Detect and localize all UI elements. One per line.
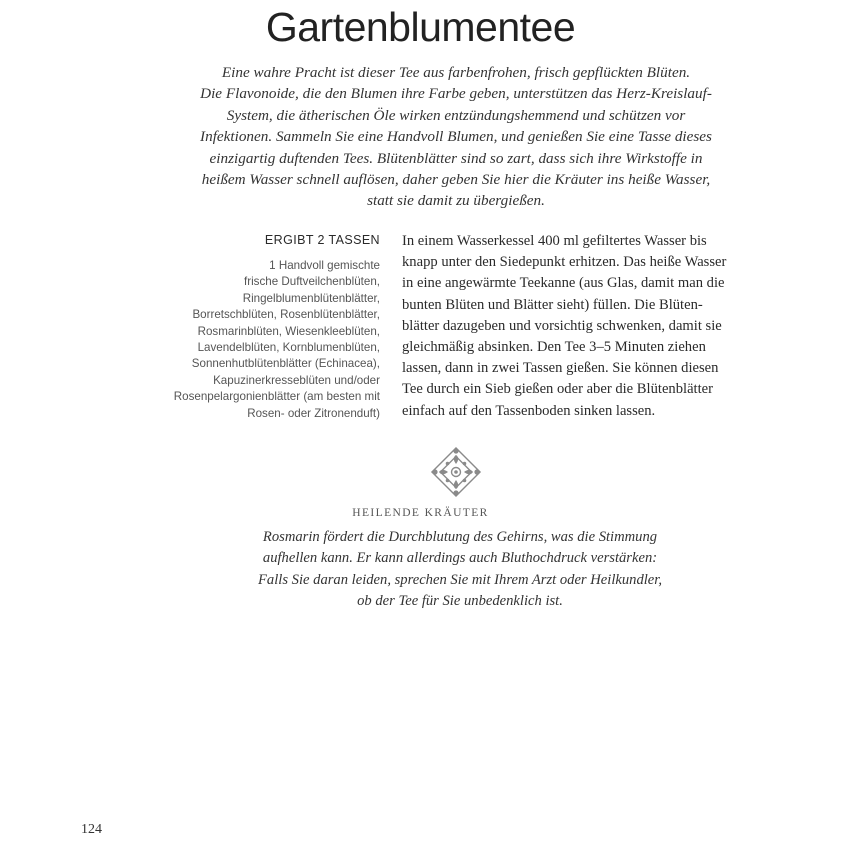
- yield-heading: ERGIBT 2 TASSEN: [264, 233, 380, 247]
- box-line: ob der Tee für Sie unbedenklich ist.: [357, 592, 563, 609]
- recipe-intro: [176, 62, 736, 212]
- box-heading: HEILENDE KRÄUTER: [352, 507, 489, 519]
- method-line: blätter dazugeben und vorsichtig schwenken, damit sie: [402, 317, 722, 334]
- box-text: [200, 527, 720, 612]
- box-line: Falls Sie daran leiden, sprechen Sie mit Ihrem Arzt oder Heilkundler,: [258, 571, 662, 588]
- ingredient-line: Ringelblumenblütenblätter,: [242, 291, 380, 305]
- floral-ornament-icon: [430, 446, 482, 498]
- ingredient-line: Rosenpelargonienblätter (am besten mit: [173, 390, 380, 404]
- ingredient-line: Borretschblüten, Rosenblütenblätter,: [192, 308, 380, 322]
- intro-line: heißem Wasser schnell auflösen, daher geben Sie hier die Kräuter ins heiße Wasser,: [201, 171, 711, 189]
- page-number: 124: [81, 822, 102, 837]
- ingredient-list: [120, 258, 380, 422]
- intro-line: System, die ätherischen Öle wirken entzündungshemmend und schützen vor: [226, 106, 686, 124]
- method-line: einfach auf den Tassenboden sinken lassen.: [402, 402, 656, 419]
- intro-line: Eine wahre Pracht ist dieser Tee aus farbenfrohen, frisch gepflückten Blüten.: [221, 64, 691, 81]
- box-line: Rosmarin fördert die Durchblutung des Gehirns, was die Stimmung: [262, 529, 658, 545]
- ingredient-line: Rosen- oder Zitronenduft): [247, 406, 380, 420]
- intro-line: einzigartig duftenden Tees. Blütenblätter sind so zart, dass sich ihre Wirkstoffe in: [209, 149, 703, 167]
- recipe-title: Gartenblumentee: [265, 4, 576, 50]
- method-line: Tee durch ein Sieb gießen oder aber die Blütenblätter: [402, 381, 714, 398]
- method-line: in eine angewärmte Teekanne (aus Glas, damit man die: [402, 275, 725, 292]
- intro-line: statt sie damit zu übergießen.: [367, 192, 545, 210]
- ingredient-line: frische Duftveilchenblüten,: [244, 275, 380, 289]
- method-line: gleichmäßig absinken. Den Tee 3–5 Minuten ziehen: [402, 339, 706, 356]
- ingredient-line: Sonnenhutblütenblätter (Echinacea),: [191, 357, 380, 371]
- method-line: bunten Blüten und Blätter sieht) füllen. Die Blüten-: [402, 296, 703, 313]
- method-line: lassen, dann in zwei Tassen gießen. Sie können diesen: [402, 360, 719, 377]
- ingredient-line: Kapuzinerkresseblüten und/oder: [213, 373, 380, 387]
- ingredient-line: Rosmarinblüten, Wiesenkleeblüten,: [197, 324, 380, 338]
- intro-line: Infektionen. Sammeln Sie eine Handvoll Blumen, und genießen Sie eine Tasse dieses: [200, 128, 712, 146]
- method-line: knapp unter den Siedepunkt erhitzen. Das heiße Wasser: [402, 254, 727, 271]
- ingredient-line: 1 Handvoll gemischte: [269, 259, 380, 272]
- ingredient-line: Lavendelblüten, Kornblumenblüten,: [197, 341, 380, 355]
- box-line: aufhellen kann. Er kann allerdings auch Bluthochdruck verstärken:: [262, 550, 658, 567]
- method-text: [402, 231, 782, 422]
- method-line: In einem Wasserkessel 400 ml gefiltertes Wasser bis: [402, 233, 707, 249]
- intro-line: Die Flavonoide, die den Blumen ihre Farbe geben, unterstützen das Herz-Kreislauf-: [200, 85, 712, 103]
